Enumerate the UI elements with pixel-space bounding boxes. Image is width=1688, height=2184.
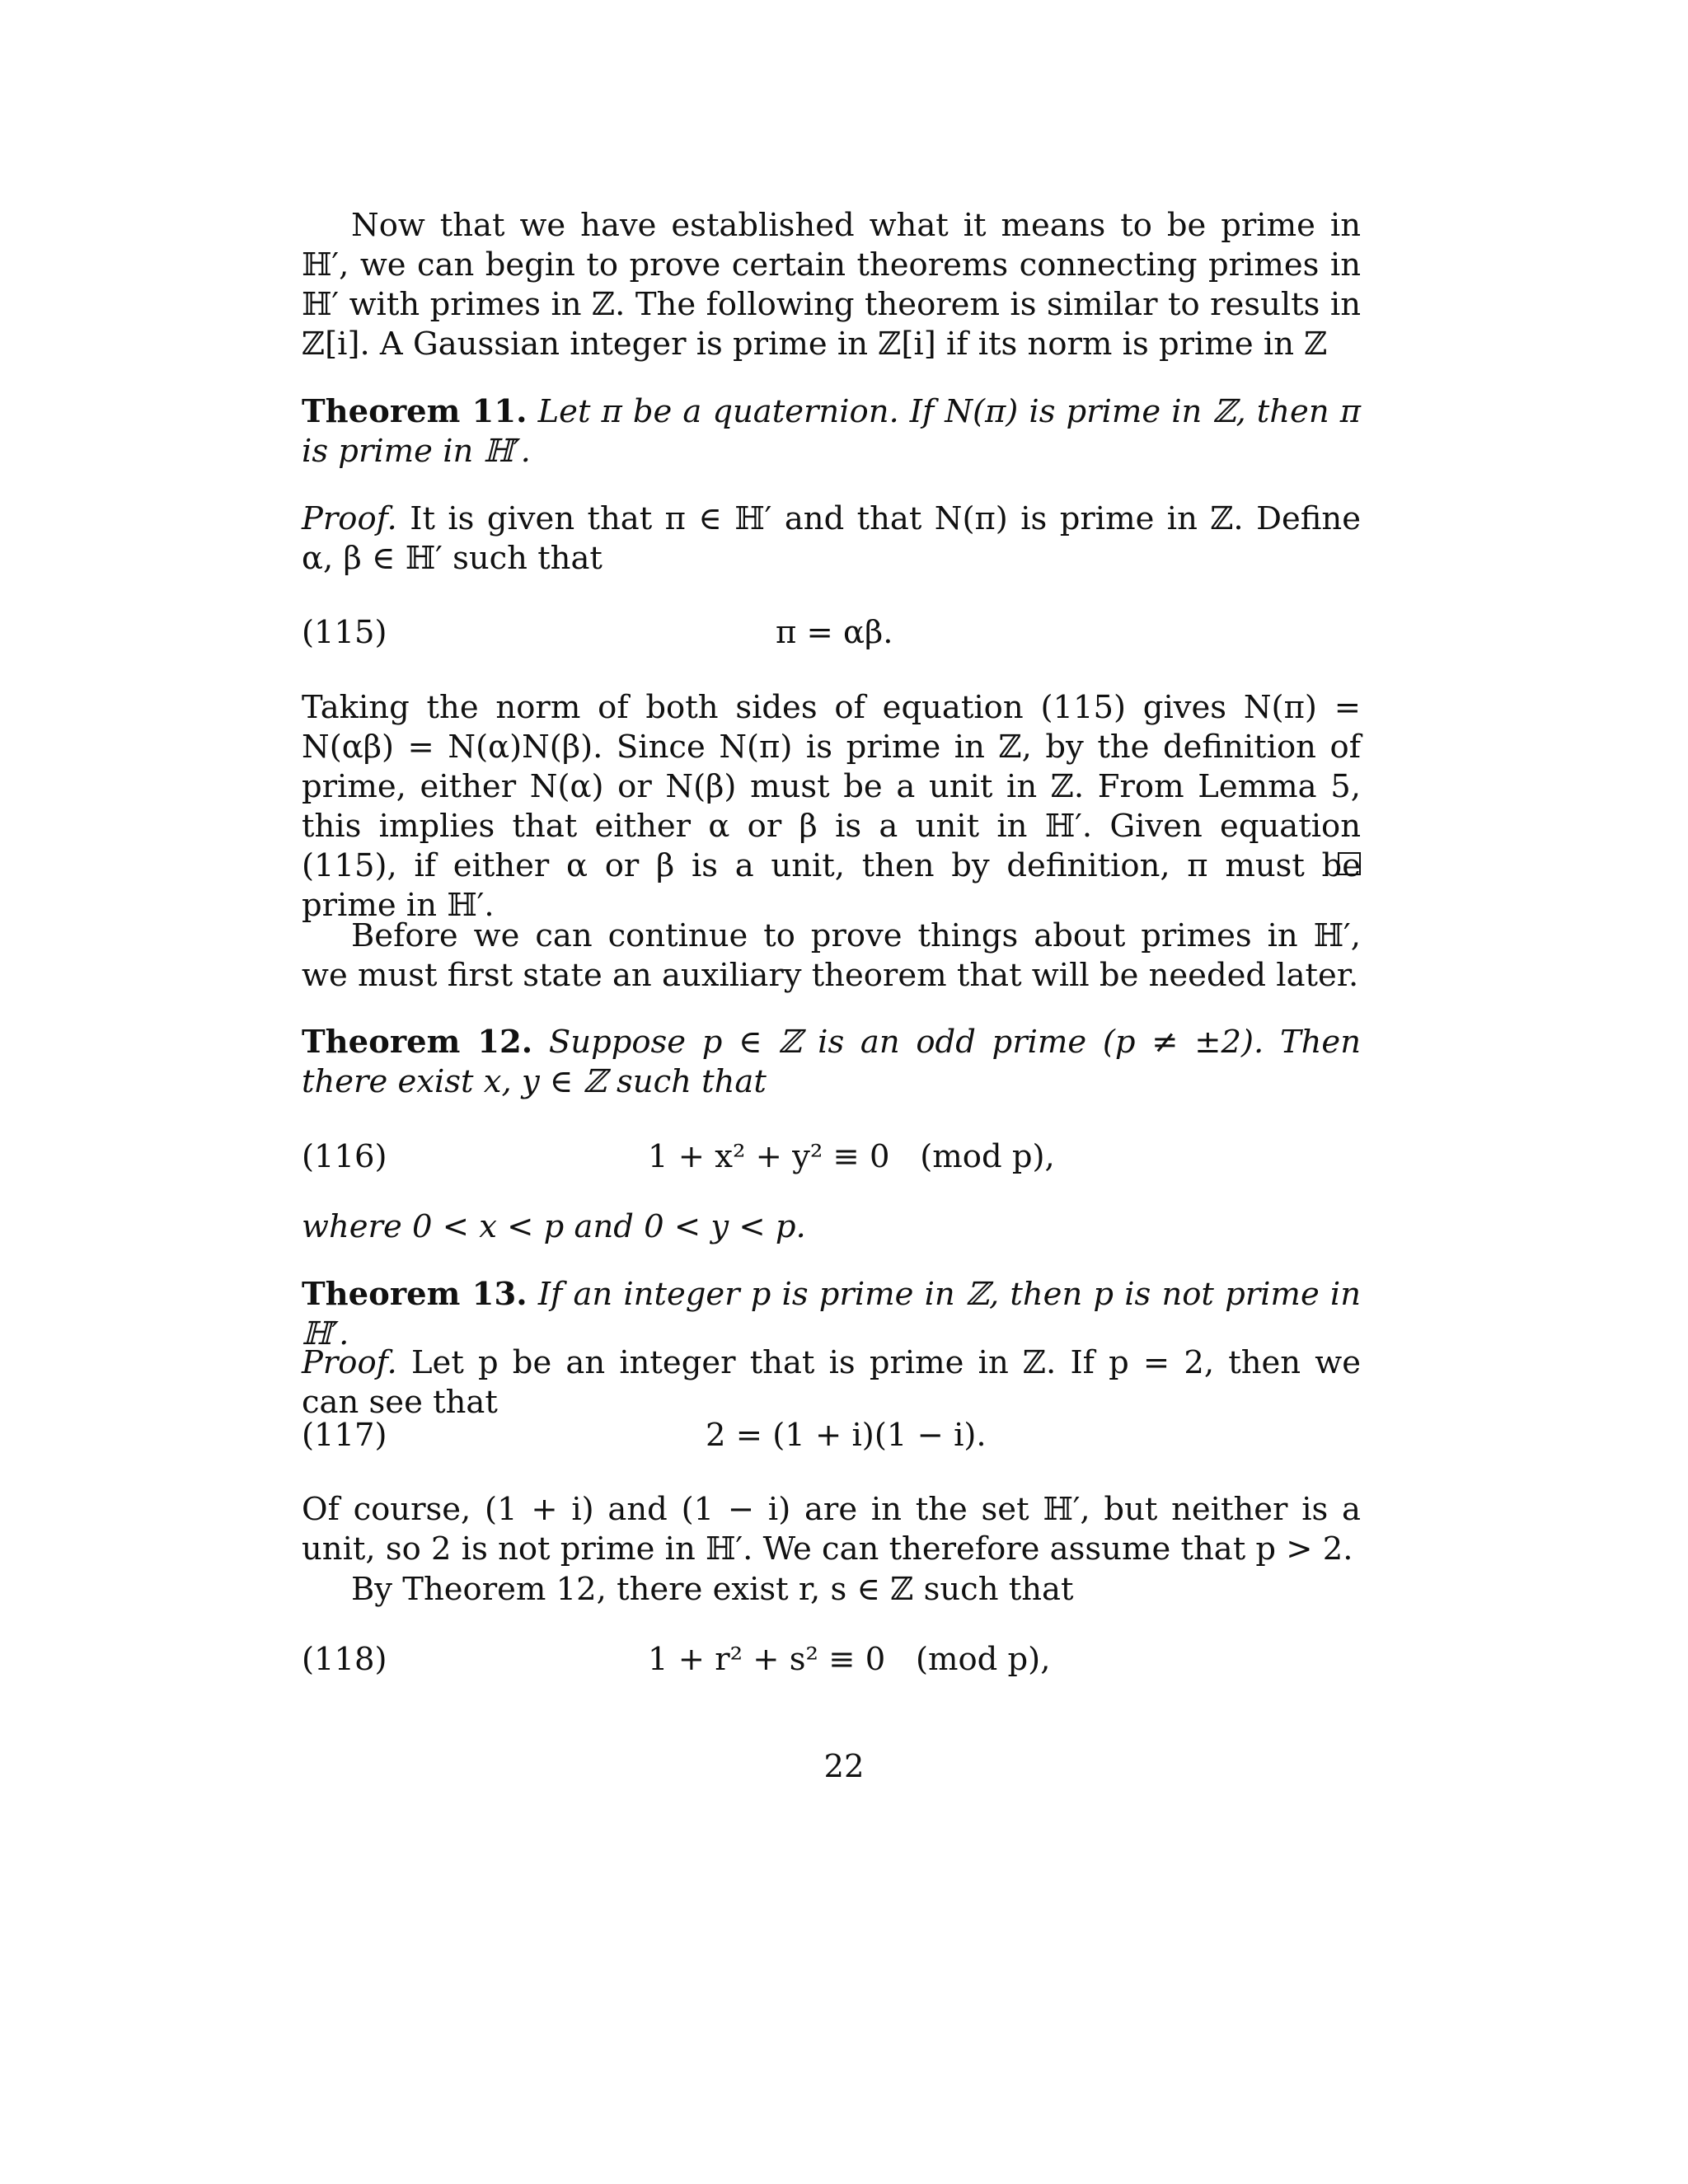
equation-117 (302, 1416, 1361, 1455)
equation-body: π = αβ. (776, 614, 893, 651)
intro-paragraph: Now that we have established what it means to be prime in ℍ′, we can begin to prove certain theorems connecting primes in ℍ′ with primes in ℤ. The following theorem is similar to results in ℤ[i]. A Gaussian integer is prime in ℤ[i] if its norm is prime in ℤ (302, 207, 1361, 363)
theorem-12-label: Theorem 12. (302, 1024, 533, 1061)
proof-2 (302, 1343, 1361, 1422)
proof-1-label: Proof. (302, 500, 397, 537)
theorem-12-statement: Suppose p ∈ ℤ is an odd prime (p ≠ ±2). Then there exist x, y ∈ ℤ such that (302, 1024, 1362, 1100)
where-clause: where 0 < x < p and 0 < y < p. (302, 1208, 806, 1245)
proof-1-continued: Taking the norm of both sides of equation (115) gives N(π) = N(αβ) = N(α)N(β). Since N(π) is prime in ℤ, by the definition of prime, either N(α) or N(β) must be a unit in ℤ. From Lemma 5, this implies that either α or β is a unit in ℍ′. Given equation (115), if either α or β is a unit, then by definition, π must be prime in ℍ′. (302, 689, 1361, 924)
equation-number: (116) (302, 1138, 387, 1175)
before-theorem-12: Before we can continue to prove things about primes in ℍ′, we must first state an auxiliary theorem that will be needed later. (302, 917, 1361, 994)
theorem-12 (302, 1023, 1361, 1102)
of-course-paragraph: Of course, (1 + i) and (1 − i) are in the set ℍ′, but neither is a unit, so 2 is not prime in ℍ′. We can therefore assume that p > 2. (302, 1491, 1361, 1568)
proof-2-text: Let p be an integer that is prime in ℤ. If p = 2, then we can see that (302, 1344, 1361, 1421)
page-number: 22 (823, 1748, 865, 1785)
theorem-11-statement: Let π be a quaternion. If N(π) is prime in ℤ, then π is prime in ℍ′. (302, 393, 1361, 470)
theorem-13 (302, 1275, 1361, 1354)
proof-1-text: It is given that π ∈ ℍ′ and that N(π) is prime in ℤ. Define α, β ∈ ℍ′ such that (302, 500, 1362, 577)
equation-number: (118) (302, 1641, 387, 1678)
equation-118 (302, 1640, 1361, 1680)
proof-2-label: Proof. (302, 1344, 397, 1381)
equation-116 (302, 1137, 1361, 1177)
equation-number: (117) (302, 1417, 387, 1454)
equation-body: 1 + x² + y² ≡ 0 (mod p), (648, 1138, 1055, 1175)
theorem-13-statement: If an integer p is prime in ℤ, then p is not prime in ℍ′. (302, 1276, 1361, 1352)
theorem-11 (302, 392, 1361, 471)
equation-number: (115) (302, 614, 387, 651)
equation-115 (302, 613, 1361, 653)
equation-body: 2 = (1 + i)(1 − i). (706, 1417, 987, 1454)
proof-1 (302, 499, 1361, 579)
qed-symbol (1338, 852, 1361, 875)
equation-body: 1 + r² + s² ≡ 0 (mod p), (648, 1641, 1051, 1678)
theorem-13-label: Theorem 13. (302, 1276, 528, 1313)
theorem-11-label: Theorem 11. (302, 393, 528, 430)
by-theorem-12: By Theorem 12, there exist r, s ∈ ℤ such that (351, 1571, 1074, 1608)
